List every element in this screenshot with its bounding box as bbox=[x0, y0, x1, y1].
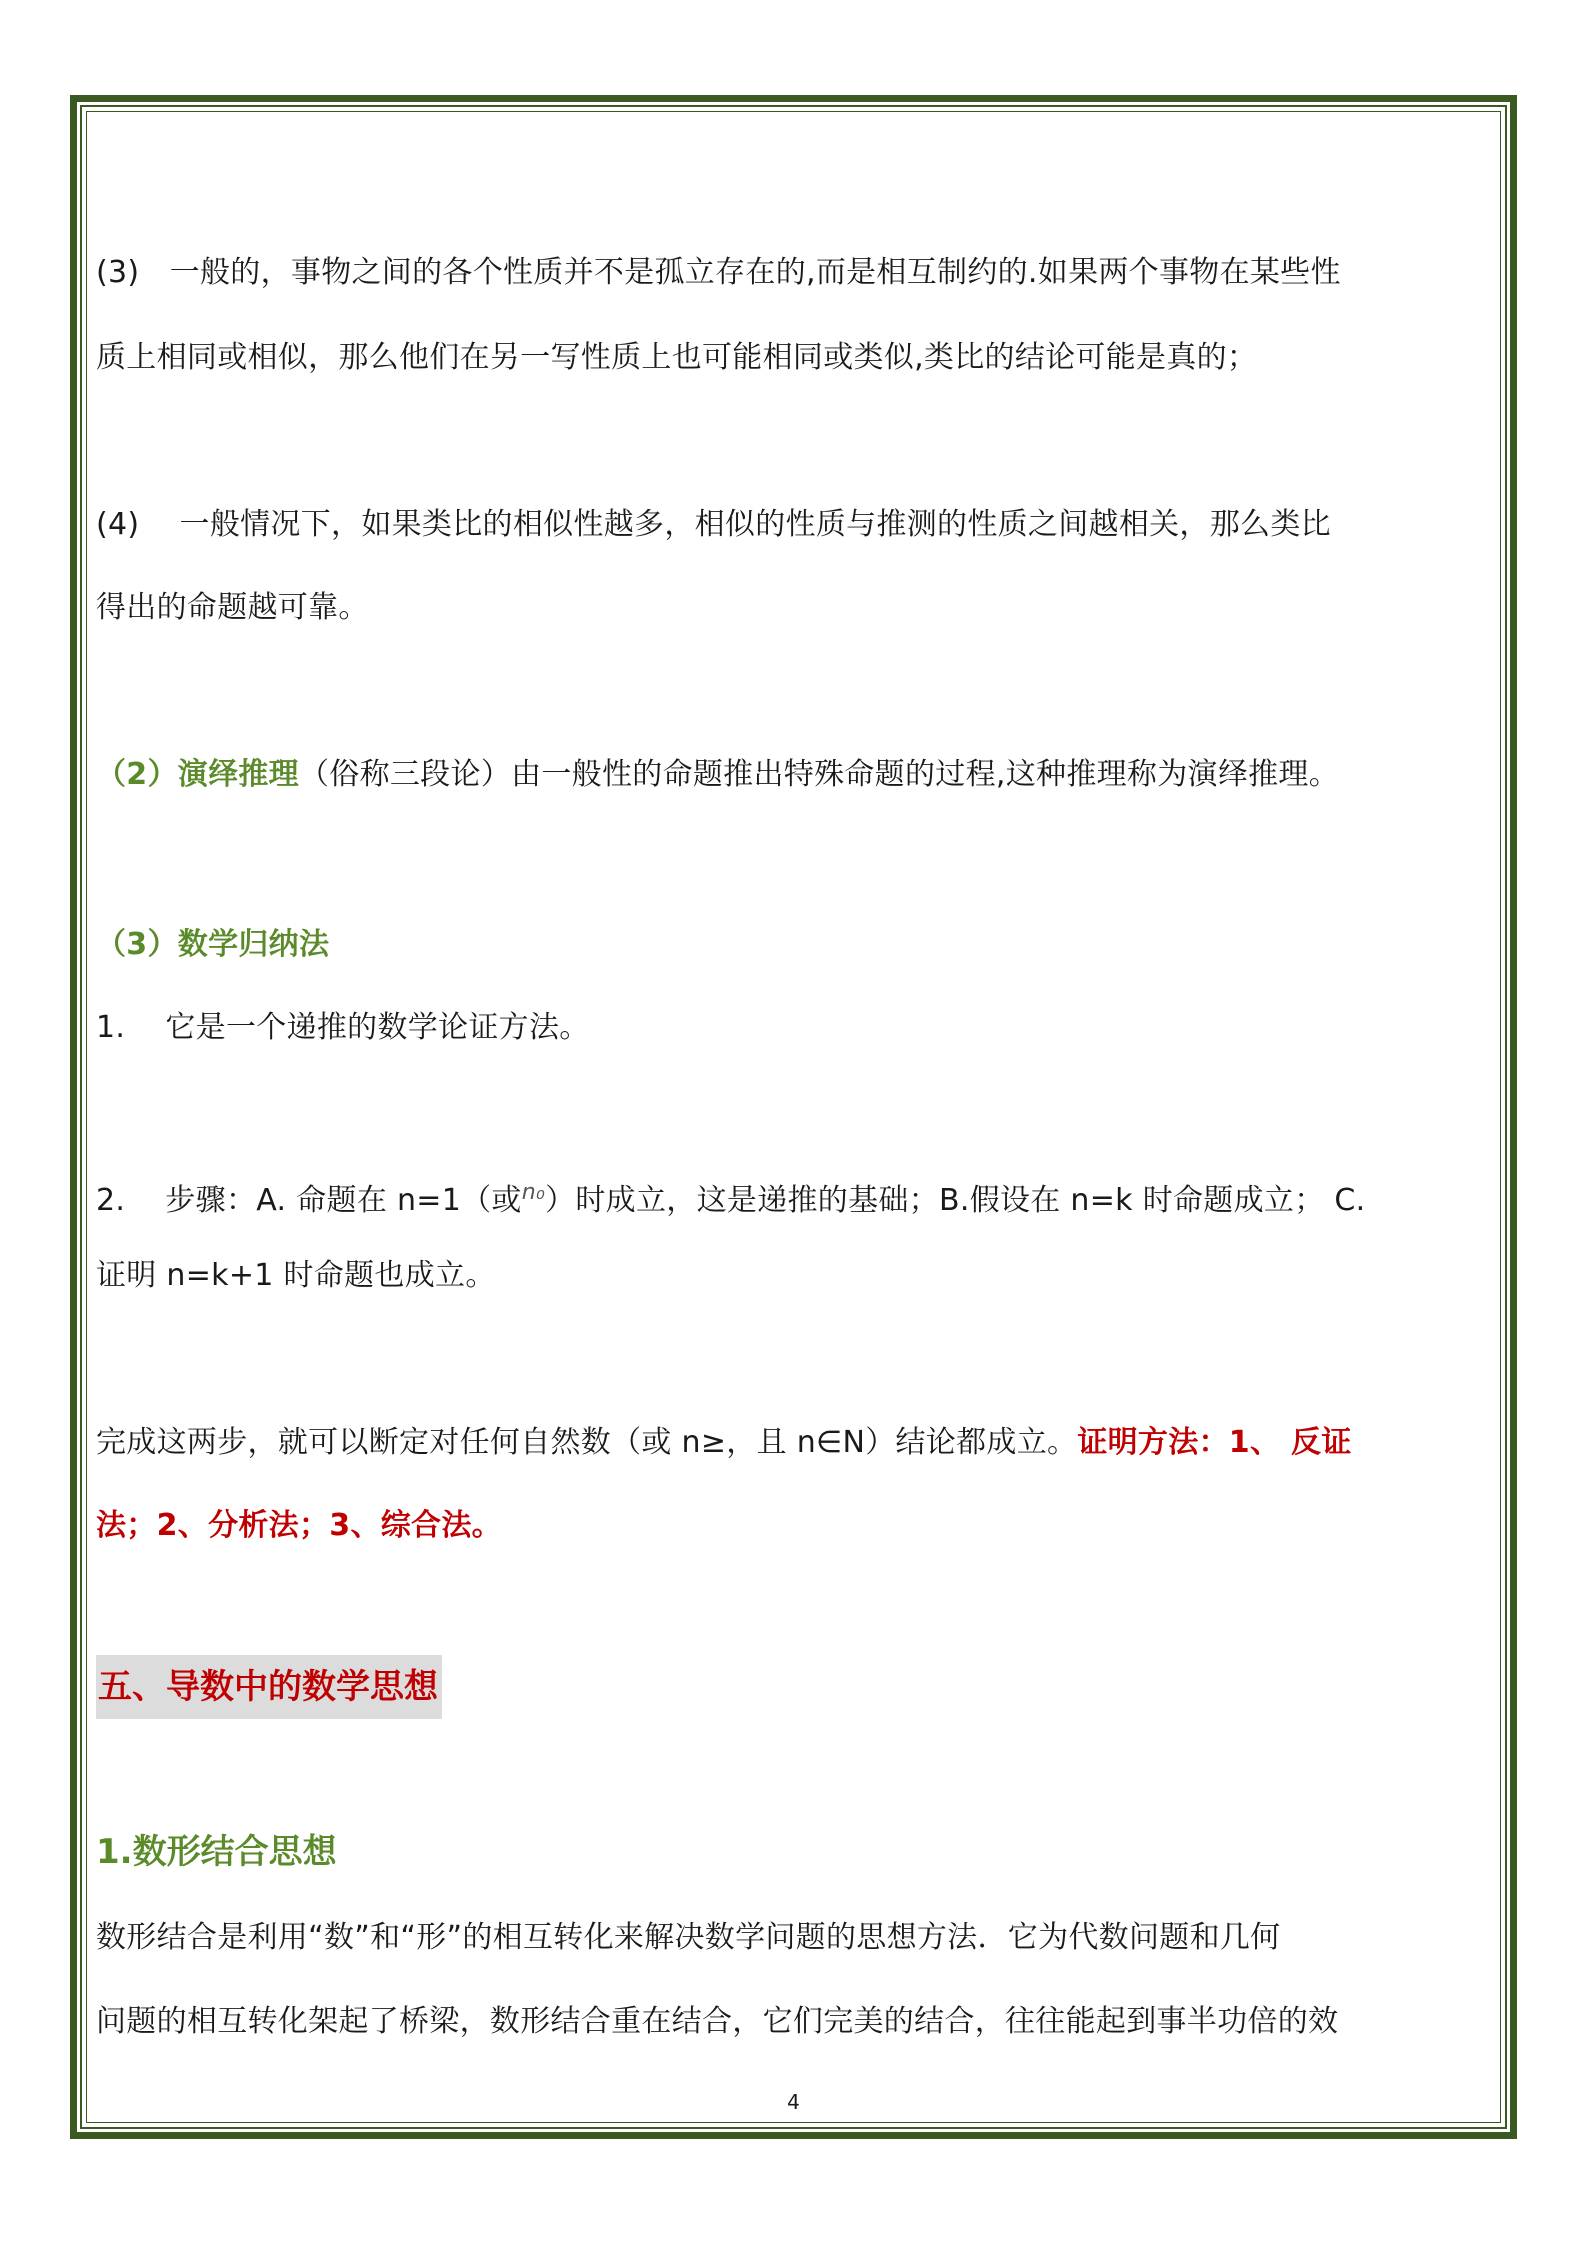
deductive-label: （2）演绎推理 bbox=[96, 757, 299, 792]
conclusion-text: 完成这两步，就可以断定对任何自然数（或 n≥，且 n∈N）结论都成立。 bbox=[96, 1425, 1078, 1460]
induction-item2-part2: ）时成立，这是递推的基础；B.假设在 n=k 时命题成立； C. bbox=[545, 1183, 1366, 1218]
subsection1-line2: 问题的相互转化架起了桥梁，数形结合重在结合，它们完美的结合，往往能起到事半功倍的效 bbox=[96, 2004, 1339, 2039]
proof-methods-part1: 证明方法：1、 反证 bbox=[1077, 1425, 1352, 1460]
section5-title: 五、导数中的数学思想 bbox=[96, 1655, 442, 1719]
induction-item1: 1. 它是一个递推的数学论证方法。 bbox=[96, 1010, 590, 1045]
n-zero-symbol: n₀ bbox=[521, 1180, 546, 1205]
induction-item2-part1: 2. 步骤：A. 命题在 n=1（或 bbox=[96, 1183, 522, 1218]
proof-methods-part2: 法；2、分析法；3、综合法。 bbox=[96, 1508, 502, 1543]
deductive-paragraph bbox=[96, 755, 1339, 795]
conclusion-line1 bbox=[96, 1423, 1352, 1463]
page-border-inner bbox=[86, 111, 1501, 2123]
para3-line2: 质上相同或相似，那么他们在另一写性质上也可能相同或类似,类比的结论可能是真的； bbox=[96, 340, 1258, 375]
para3-line1: (3) 一般的，事物之间的各个性质并不是孤立存在的,而是相互制约的.如果两个事物在某些性 bbox=[96, 255, 1341, 290]
induction-item2 bbox=[96, 1173, 1365, 1221]
deductive-text: （俗称三段论）由一般性的命题推出特殊命题的过程,这种推理称为演绎推理。 bbox=[298, 757, 1340, 792]
para4-line1: (4) 一般情况下，如果类比的相似性越多，相似的性质与推测的性质之间越相关，那么类比 bbox=[96, 507, 1331, 542]
para4-line2: 得出的命题越可靠。 bbox=[96, 590, 369, 625]
page-number: 4 bbox=[787, 2090, 800, 2114]
subsection1-line1: 数形结合是利用“数”和“形”的相互转化来解决数学问题的思想方法．它为代数问题和几何 bbox=[96, 1920, 1281, 1955]
subsection1-title: 1.数形结合思想 bbox=[96, 1832, 337, 1872]
induction-heading: （3）数学归纳法 bbox=[96, 927, 330, 962]
induction-item2-line2: 证明 n=k+1 时命题也成立。 bbox=[96, 1258, 496, 1293]
